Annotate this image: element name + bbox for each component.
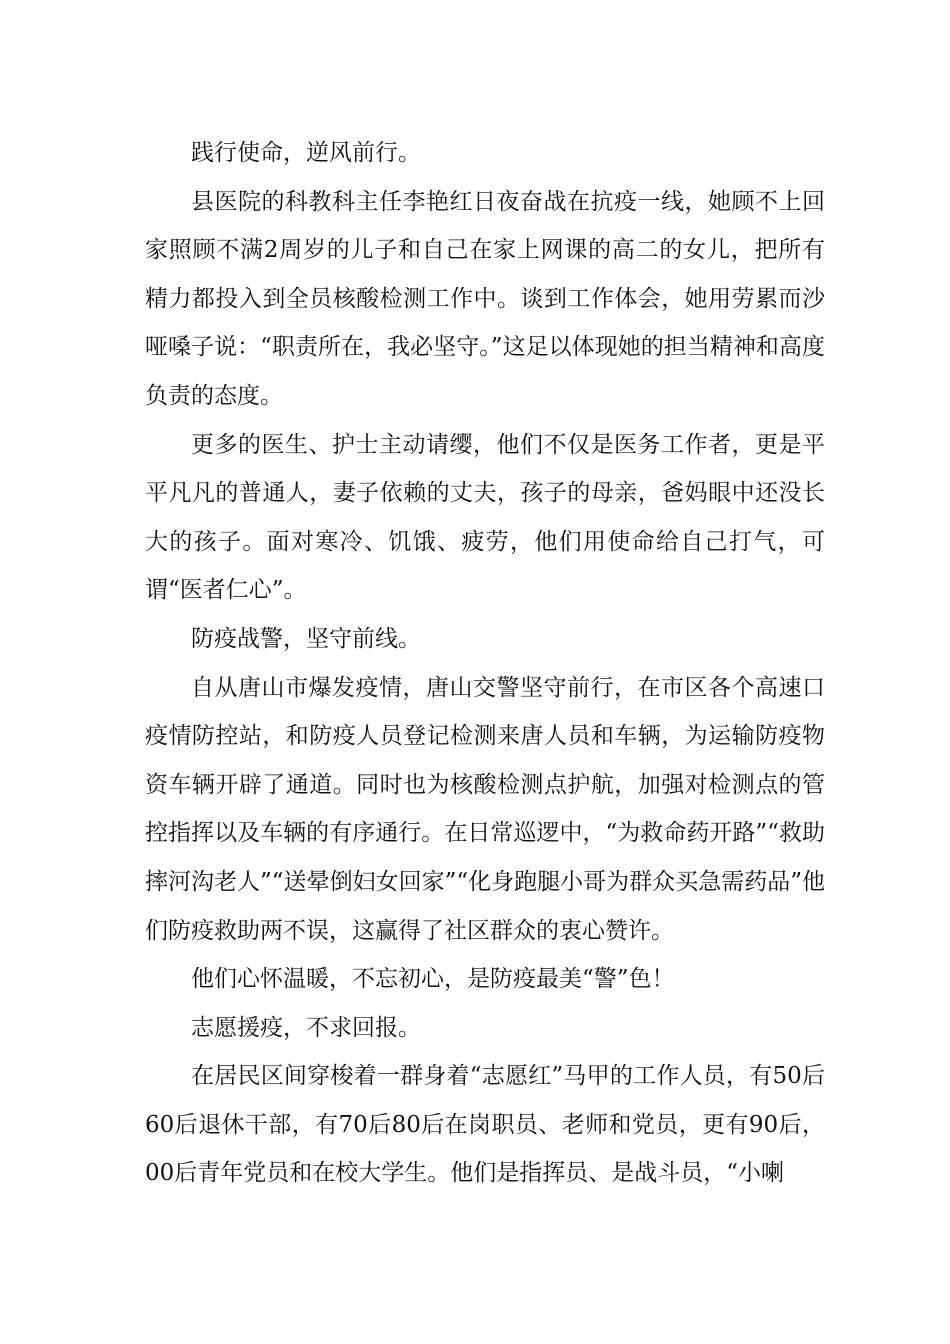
- paragraph-heading-police: 防疫战警，坚守前线。: [191, 625, 421, 652]
- document-body: [145, 129, 825, 1198]
- paragraph-medical-staff: 更多的医生、护士主动请缨，他们不仅是医务工作者，更是平平凡凡的普通人，妻子依赖的丈夫，孩子的母亲，爸妈眼中还没长大的孩子。面对寒冷、饥饿、疲劳，他们用使命给自己打气，可谓“医者仁心”。: [145, 431, 825, 604]
- paragraph-heading-volunteers: 志愿援疫，不求回报。: [191, 1014, 421, 1041]
- paragraph-police-warmth: 他们心怀温暖，不忘初心，是防疫最美“警”色！: [191, 966, 675, 993]
- paragraph-heading-mission: 践行使命，逆风前行。: [191, 140, 421, 166]
- paragraph-volunteers: 在居民区间穿梭着一群身着“志愿红”马甲的工作人员，有50后60后退休干部，有70后80后在岗职员、老师和党员，更有90后，00后青年党员和在校大学生。他们是指挥员、是战斗员，“小喇: [145, 1063, 825, 1187]
- paragraph-traffic-police: 自从唐山市爆发疫情，唐山交警坚守前行，在市区各个高速口疫情防控站，和防疫人员登记检测来唐人员和车辆，为运输防疫物资车辆开辟了通道。同时也为核酸检测点护航，加强对检测点的管控指挥以及车辆的有序通行。在日常巡逻中，“为救命药开路”“救助摔河沟老人”“送晕倒妇女回家”“化身跑腿小哥为群众买急需药品”他们防疫救助两不误，这赢得了社区群众的衷心赞许。: [145, 674, 825, 944]
- paragraph-doctor-li: 县医院的科教科主任李艳红日夜奋战在抗疫一线，她顾不上回家照顾不满2周岁的儿子和自己在家上网课的高二的女儿，把所有精力都投入到全员核酸检测工作中。谈到工作体会，她用劳累而沙哑嗓子说：“职责所在，我必坚守。”这足以体现她的担当精神和高度负责的态度。: [145, 188, 825, 409]
